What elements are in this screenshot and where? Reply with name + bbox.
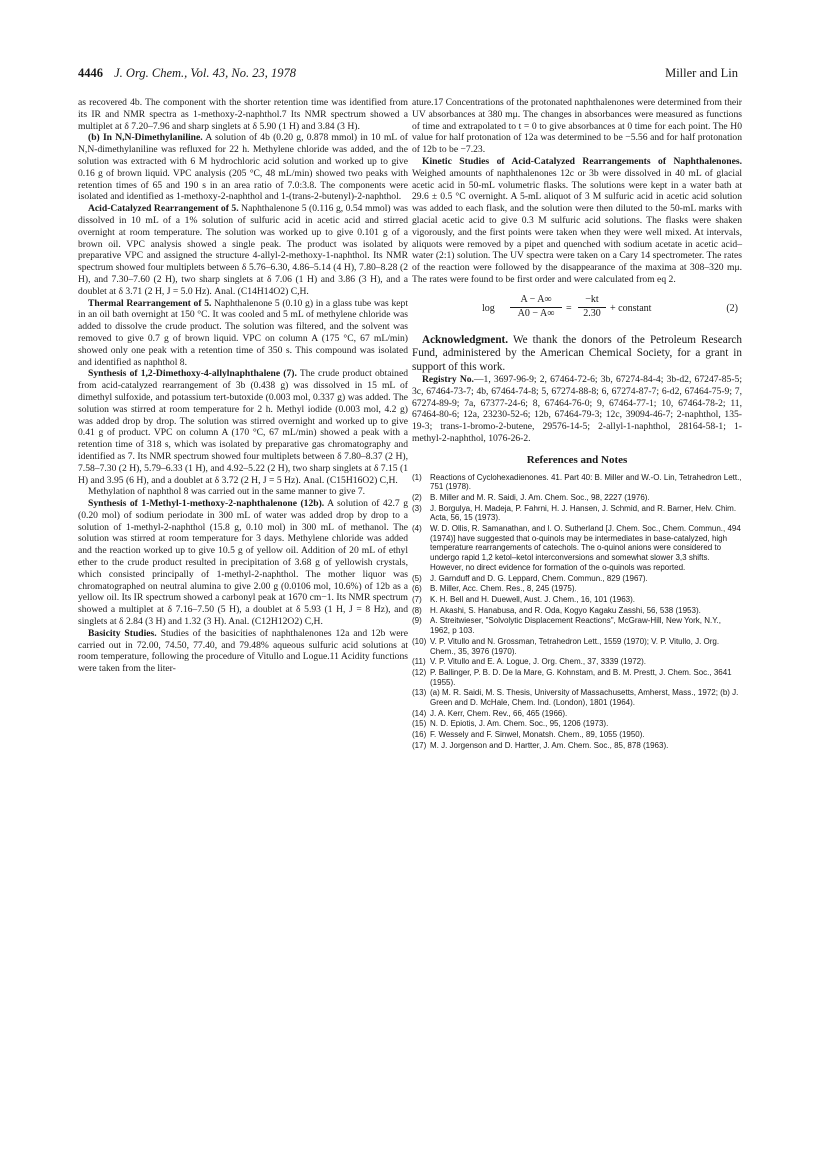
paragraph-body: A solution of 42.7 g (0.20 mol) of sodium periodate in 300 mL of water was added drop by drop to a solution of 1-methyl-2-naphthol (15.8 g, 0.10 mol) in 300 mL of methanol. The solution was stirred at room temperature for 3 days. Methylene chloride was added and the reaction worked up to give 10.5 g of yellow oil. Addition of 20 mL of ethyl ether to the crude product resulted in precipitation of 3.68 g of yellowish crystals, which consisted principally of 1-methyl-2-naphthol. The mother liquor was chromatographed on neutral alumina to give 2.00 g (0.0106 mol, 10.6%) of 12b as a yellow oil. Its IR spectrum showed a carbonyl peak at 1670 cm−1. Its NMR spectrum showed a multiplet at δ 7.16–7.50 (5 H), a doublet at δ 5.93 (1 H, J = 8 Hz), and singlets at δ 2.84 (3 H) and 1.32 (3 H). Anal. (C12H12O2) C,H. — [78, 498, 408, 628]
acknowledgment-heading: Acknowledgment. — [422, 333, 509, 346]
reference-item — [412, 493, 742, 503]
reference-text: N. D. Epiotis, J. Am. Chem. Soc., 95, 1206 (1973). — [430, 719, 609, 729]
equation-fraction-1 — [510, 294, 562, 320]
paragraph-body: The crude product obtained from acid-catalyzed rearrangement of 3b (0.438 g) was dissolved in 15 mL of dimethyl sulfoxide, and potassium tert-butoxide (0.003 mol, 0.337 g) was added. The solution was stirred at room temperature for 2 h. Methyl iodide (0.003 mol, 4.2 g) was added drop by drop. The solution was stirred overnight and worked up to give 0.41 g of product. VPC on column A (170 °C, 67 mL/min) showed a peak with a retention time of 318 s, which was isolated by preparative gas chromatography and identified as 7. Its NMR spectrum showed four multiplets between δ 7.80–8.37 (2 H), 7.58–7.30 (2 H), 5.79–6.33 (1 H), and 4.92–5.22 (2 H), two sharp singlets at δ 7.15 (1 H) and 3.95 (6 H), and a doublet at δ 3.72 (2 H, J = 5 Hz). Anal. (C15H16O2) C,H. — [78, 368, 408, 486]
equation-equals: = — [566, 302, 572, 314]
equation-constant: + constant — [610, 302, 652, 314]
references-list — [412, 473, 742, 751]
reference-number: (12) — [412, 667, 427, 677]
reference-text: J. Garnduff and D. G. Leppard, Chem. Commun., 829 (1967). — [430, 573, 648, 583]
reference-text: J. A. Kerr, Chem. Rev., 66, 465 (1966). — [430, 708, 568, 718]
paragraph — [78, 498, 408, 628]
equation-fraction-2 — [578, 294, 606, 320]
section-heading: Kinetic Studies of Acid-Catalyzed Rearrangements of Naphthalenones. — [422, 155, 742, 167]
reference-item — [412, 606, 742, 616]
paragraph: ature.17 Concentrations of the protonated naphthalenones were determined from their UV absorbances at 380 mμ. The changes in absorbances were measured as functions of time and extrapolated to t = 0 to give absorbances at 0 time for each point. The H0 value for half protonation of 12a was determined to be −5.56 and for half protonation of 12b to be −7.23. — [412, 97, 742, 156]
reference-text: (a) M. R. Saidi, M. S. Thesis, University of Massachusetts, Amherst, Mass., 1972; (b) J. Green and D. McHale, Chem. Ind. (London), 1801 (1964). — [430, 688, 739, 708]
reference-text: V. P. Vitullo and E. A. Logue, J. Org. Chem., 37, 3339 (1972). — [430, 657, 646, 667]
reference-text: B. Miller and M. R. Saidi, J. Am. Chem. Soc., 98, 2227 (1976). — [430, 492, 650, 502]
paragraph-body: Naphthalenone 5 (0.116 g, 0.54 mmol) was dissolved in 10 mL of a 1% solution of sulfuric acid in acetic acid and stirred overnight at room temperature. The solution was worked up to give 0.101 g of a brown oil. VPC analysis showed a single peak. The product was isolated by preparative VPC and assigned the structure 4-allyl-2-methoxy-1-naphthol. Its NMR spectrum showed four multiplets between δ 5.76–6.30, 4.86–5.14 (4 H), 7.80–8.28 (2 H), and 7.30–7.60 (2 H), two sharp singlets at δ 7.06 (1 H) and 3.86 (3 H), and a doublet at δ 3.71 (2 H, J = 5.0 Hz). Anal. (C14H14O2) C,H. — [78, 203, 409, 297]
reference-number: (6) — [412, 584, 422, 594]
section-heading: Basicity Studies. — [88, 627, 157, 639]
reference-item — [412, 584, 742, 594]
reference-text: V. P. Vitullo and N. Grossman, Tetrahedron Lett., 1559 (1970); V. P. Vitullo, J. Org. Chem., 35, 3976 (1970). — [430, 636, 720, 656]
paragraph: Methylation of naphthol 8 was carried out in the same manner to give 7. — [88, 486, 366, 498]
reference-item — [412, 595, 742, 605]
paragraph — [78, 132, 408, 203]
reference-text: Reactions of Cyclohexadienones. 41. Part 40: B. Miller and W.-O. Lin, Tetrahedron Lett., 751 (1978). — [430, 472, 742, 492]
reference-item — [412, 574, 742, 584]
fraction-denominator: A0 − A∞ — [517, 307, 555, 319]
reference-text: P. Ballinger, P. B. D. De la Mare, G. Kohnstam, and B. M. Prestt, J. Chem. Soc., 3641 (1955). — [430, 667, 732, 687]
paragraph — [412, 156, 742, 286]
reference-number: (16) — [412, 730, 427, 740]
section-heading: Synthesis of 1-Methyl-1-methoxy-2-naphthalenone (12b). — [88, 498, 325, 510]
paragraph — [78, 298, 408, 369]
reference-number: (1) — [412, 472, 422, 482]
header-authors: Miller and Lin — [665, 66, 738, 80]
paragraph-body: Weighed amounts of naphthalenones 12c or 3b were dissolved in 40 mL of glacial acetic acid in 50-mL volumetric flasks. The solutions were kept in a water bath at 29.6 ± 0.5 °C overnight. A 5-mL aliquot of 3 M sulfuric acid in acetic acid solution was added to each flask, and the solution were then diluted to the 50-mL marks with glacial acetic acid to give 0.3 M sulfuric acid solutions. The flasks were shaken vigorously, and the first points were taken when they were well mixed. At intervals, aliquots were removed by a pipet and quenched with sodium acetate in acetic acid–water (2:1) solution. The UV spectra were taken on a Cary 14 spectrometer. The rates of the reaction were followed by the disappearance of the maxima at 308–320 mμ. The rates were found to be first order and were calculated from eq 2. — [412, 167, 742, 285]
reference-item — [412, 730, 742, 740]
paragraph-body: Studies of the basicities of naphthalenones 12a and 12b were carried out in 72.00, 74.50, 77.40, and 79.48% aqueous sulfuric acid solutions at room temperature, following the procedure of Vitullo and Logue.11 Acidity functions were taken from the liter- — [78, 627, 408, 675]
paragraph-body: A solution of 4b (0.20 g, 0.878 mmol) in 10 mL of N,N-dimethylaniline was refluxed for 22 h. Methylene chloride was added, and the solution was extracted with 6 M hydrochloric acid solution and worked up to give 0.16 g of brown liquid. VPC analysis (205 °C, 48 mL/min) showed two peaks with retention times of 65 and 190 s in an area ratio of 7.0:3.8. The components were isolated and identified as 1-methoxy-2-naphthol and 1-(trans-2-butenyl)-2-naphthol. — [78, 132, 408, 203]
page-number: 4446 — [78, 66, 103, 80]
reference-text: H. Akashi, S. Hanabusa, and R. Oda, Kogyo Kagaku Zasshi, 56, 538 (1953). — [430, 605, 701, 615]
reference-text: A. Streitwieser, "Solvolytic Displacement Reactions", McGraw-Hill, New York, N.Y., 1962, p 103. — [430, 616, 721, 636]
paragraph — [78, 368, 408, 486]
reference-text: K. H. Bell and H. Duewell, Aust. J. Chem., 16, 101 (1963). — [430, 594, 635, 604]
section-heading: Synthesis of 1,2-Dimethoxy-4-allylnaphthalene (7). — [88, 368, 297, 380]
paragraph-body: Naphthalenone 5 (0.10 g) in a glass tube was kept in an oil bath overnight at 150 °C. It was cooled and 5 mL of methylene chloride was added to dissolve the crude product. The solution was filtered, and the solvent was removed to give 0.7 g of brown liquid. VPC on column A (175 °C, 67 mL/min) showed only one peak with a retention time of 350 s. This compound was isolated and identified as naphthol 8. — [78, 297, 408, 368]
reference-item — [412, 719, 742, 729]
registry-body: —1, 3697-96-9; 2, 67464-72-6; 3b, 67274-84-4; 3b-d2, 67247-85-5; 3c, 67464-73-7; 4b, 67464-74-8; 5, 67274-88-8; 6, 67274-87-7; 6-d2, 67464-75-9; 7, 67274-89-9; 7a, 67377-24-6; 8, 67464-76-0; 9, 67464-77-1; 10, 67464-78-2; 11, 67464-80-6; 12a, 23230-52-6; 12b, 67464-79-3; 12c, 39094-46-7; 2-naphthol, 135-19-3; trans-1-bromo-2-butene, 29576-14-5; 2-allyl-1-naphthol, 28164-58-1; 1-methyl-2-naphthol, 1076-26-2. — [412, 373, 742, 444]
reference-item — [412, 637, 742, 656]
left-column — [78, 97, 408, 675]
equation-log: log — [482, 302, 495, 314]
reference-number: (13) — [412, 688, 427, 698]
reference-number: (9) — [412, 616, 422, 626]
section-heading: Thermal Rearrangement of 5. — [88, 297, 212, 309]
fraction-denominator: 2.30 — [583, 307, 601, 319]
section-heading: Acid-Catalyzed Rearrangement of 5. — [88, 203, 239, 215]
reference-text: J. Borgulya, H. Madeja, P. Fahrni, H. J. Hansen, J. Schmid, and R. Barner, Helv. Chim. Acta, 56, 15 (1973). — [430, 503, 737, 523]
registry-heading: Registry No. — [422, 373, 474, 385]
registry-numbers — [412, 374, 742, 445]
paragraph — [78, 628, 408, 675]
reference-number: (14) — [412, 708, 427, 718]
reference-item — [412, 688, 742, 707]
reference-number: (17) — [412, 740, 427, 750]
journal-citation: J. Org. Chem., Vol. 43, No. 23, 1978 — [114, 66, 296, 80]
reference-number: (15) — [412, 719, 427, 729]
reference-number: (8) — [412, 605, 422, 615]
reference-text: F. Wessely and F. Sinwel, Monatsh. Chem., 89, 1055 (1950). — [430, 730, 645, 740]
reference-item — [412, 473, 742, 492]
reference-number: (7) — [412, 594, 422, 604]
reference-item — [412, 657, 742, 667]
reference-item — [412, 709, 742, 719]
reference-item — [412, 524, 742, 573]
reference-item — [412, 741, 742, 751]
reference-number: (4) — [412, 524, 422, 534]
reference-item — [412, 504, 742, 523]
reference-number: (5) — [412, 573, 422, 583]
reference-number: (11) — [412, 657, 426, 667]
reference-number: (10) — [412, 636, 427, 646]
paragraph: as recovered 4b. The component with the shorter retention time was identified from its IR and NMR spectra as 1-methoxy-2-naphthol.7 Its NMR spectrum showed a multiplet at δ 7.20–7.96 and sharp singlets at δ 5.90 (1 H) and 3.84 (3 H). — [78, 97, 408, 132]
reference-item — [412, 616, 742, 635]
equation-2 — [412, 294, 742, 324]
reference-number: (3) — [412, 503, 422, 513]
reference-text: M. J. Jorgenson and D. Hartter, J. Am. Chem. Soc., 85, 878 (1963). — [430, 740, 669, 750]
reference-item — [412, 668, 742, 687]
reference-text: W. D. Ollis, R. Samanathan, and I. O. Sutherland [J. Chem. Soc., Chem. Commun., 494 (1974)] have suggested that o-quinols may be intermediates in base-catalyzed, high temperature rearrangements of catechols. The o-quinol anions were considered to undergo rapid 1,2 ketol–ketol interconversions and somewhat slower 3,3 shifts. However, no direct evidence for formation of the o-quinols was reported. — [430, 524, 741, 572]
fraction-numerator: A − A∞ — [510, 294, 562, 308]
header-left — [78, 66, 296, 81]
equation-number: (2) — [726, 302, 738, 314]
acknowledgment-body: We thank the donors of the Petroleum Research Fund, administered by the American Chemical Society, for a grant in support of this work. — [412, 333, 742, 373]
right-column — [412, 97, 742, 752]
fraction-numerator: −kt — [578, 294, 606, 308]
section-heading: (b) In N,N-Dimethylaniline. — [88, 132, 203, 144]
acknowledgment — [412, 334, 742, 374]
paragraph — [78, 203, 408, 297]
reference-text: B. Miller, Acc. Chem. Res., 8, 245 (1975). — [430, 584, 577, 594]
references-title: References and Notes — [526, 453, 628, 466]
reference-number: (2) — [412, 492, 422, 502]
